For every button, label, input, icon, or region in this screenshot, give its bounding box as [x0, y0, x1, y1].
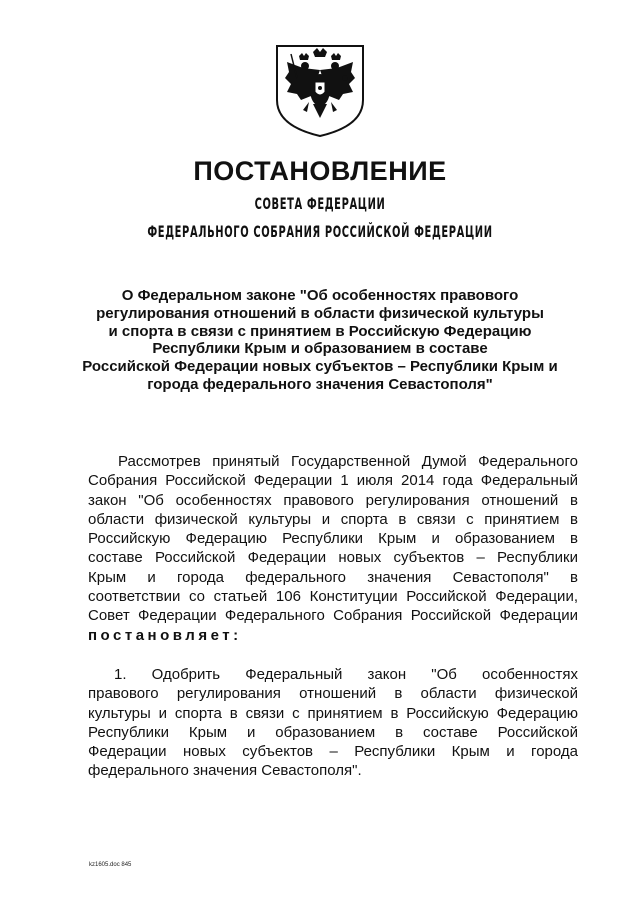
issuing-body-line1: СОВЕТА ФЕДЕРАЦИИ: [254, 194, 386, 213]
subject-line: Российской Федерации новых субъектов – Республики Крым и: [82, 358, 558, 376]
paragraph-line: Рассмотрев принятый Государственной Думой Федерального: [118, 453, 578, 470]
subject-line: регулирования отношений в области физической культуры: [96, 304, 544, 322]
paragraph-line: Федерации новых субъектов – Республики Крым и города: [88, 743, 578, 761]
subject-line: и спорта в связи с принятием в Российскую Федерацию: [108, 322, 532, 340]
paragraph-line: соответствии со статьей 106 Конституции Российской Федерации,: [88, 588, 578, 606]
document-title: ПОСТАНОВЛЕНИЕ: [193, 156, 447, 186]
paragraph-line: Республики Крым и образованием в составе Российской: [88, 723, 578, 741]
document-subject: [60, 287, 580, 394]
paragraph-line: Российскую Федерацию Республики Крым и образованием в: [88, 530, 578, 548]
paragraph-line: Собрания Российской Федерации 1 июля 2014 года Федеральный: [88, 472, 578, 490]
paragraph-line: культуры и спорта в связи с принятием в Российскую Федерацию: [88, 704, 578, 722]
paragraph-line: правового регулирования отношений в области физической: [88, 685, 578, 703]
paragraph-line: 1. Одобрить Федеральный закон "Об особенностях: [114, 666, 578, 683]
paragraph-line: федерального значения Севастополя".: [88, 762, 362, 780]
paragraph-line: закон "Об особенностях правового регулирования отношений в: [88, 491, 578, 509]
paragraph-line: Совет Федерации Федерального Собрания Российской Федерации: [88, 607, 578, 625]
issuing-body-line2: ФЕДЕРАЛЬНОГО СОБРАНИЯ РОССИЙСКОЙ ФЕДЕРАЦИИ: [147, 222, 493, 241]
file-reference: kz1605.doc 845: [89, 862, 132, 868]
paragraph-line: составе Российской Федерации новых субъектов – Республики: [88, 549, 578, 567]
decree-word: постановляет:: [88, 626, 242, 644]
preamble-paragraph: [88, 452, 578, 645]
resolution-item-1: [88, 665, 578, 781]
subject-line: Республики Крым и образованием в составе: [152, 340, 488, 358]
paragraph-line: Крым и города федерального значения Севастополя" в: [88, 568, 578, 586]
subject-line: города федерального значения Севастополя": [147, 375, 493, 393]
coat-of-arms-icon: [273, 42, 367, 138]
subject-line: О Федеральном законе "Об особенностях правового: [121, 287, 519, 304]
paragraph-line: области физической культуры и спорта в связи с принятием в: [88, 510, 578, 528]
